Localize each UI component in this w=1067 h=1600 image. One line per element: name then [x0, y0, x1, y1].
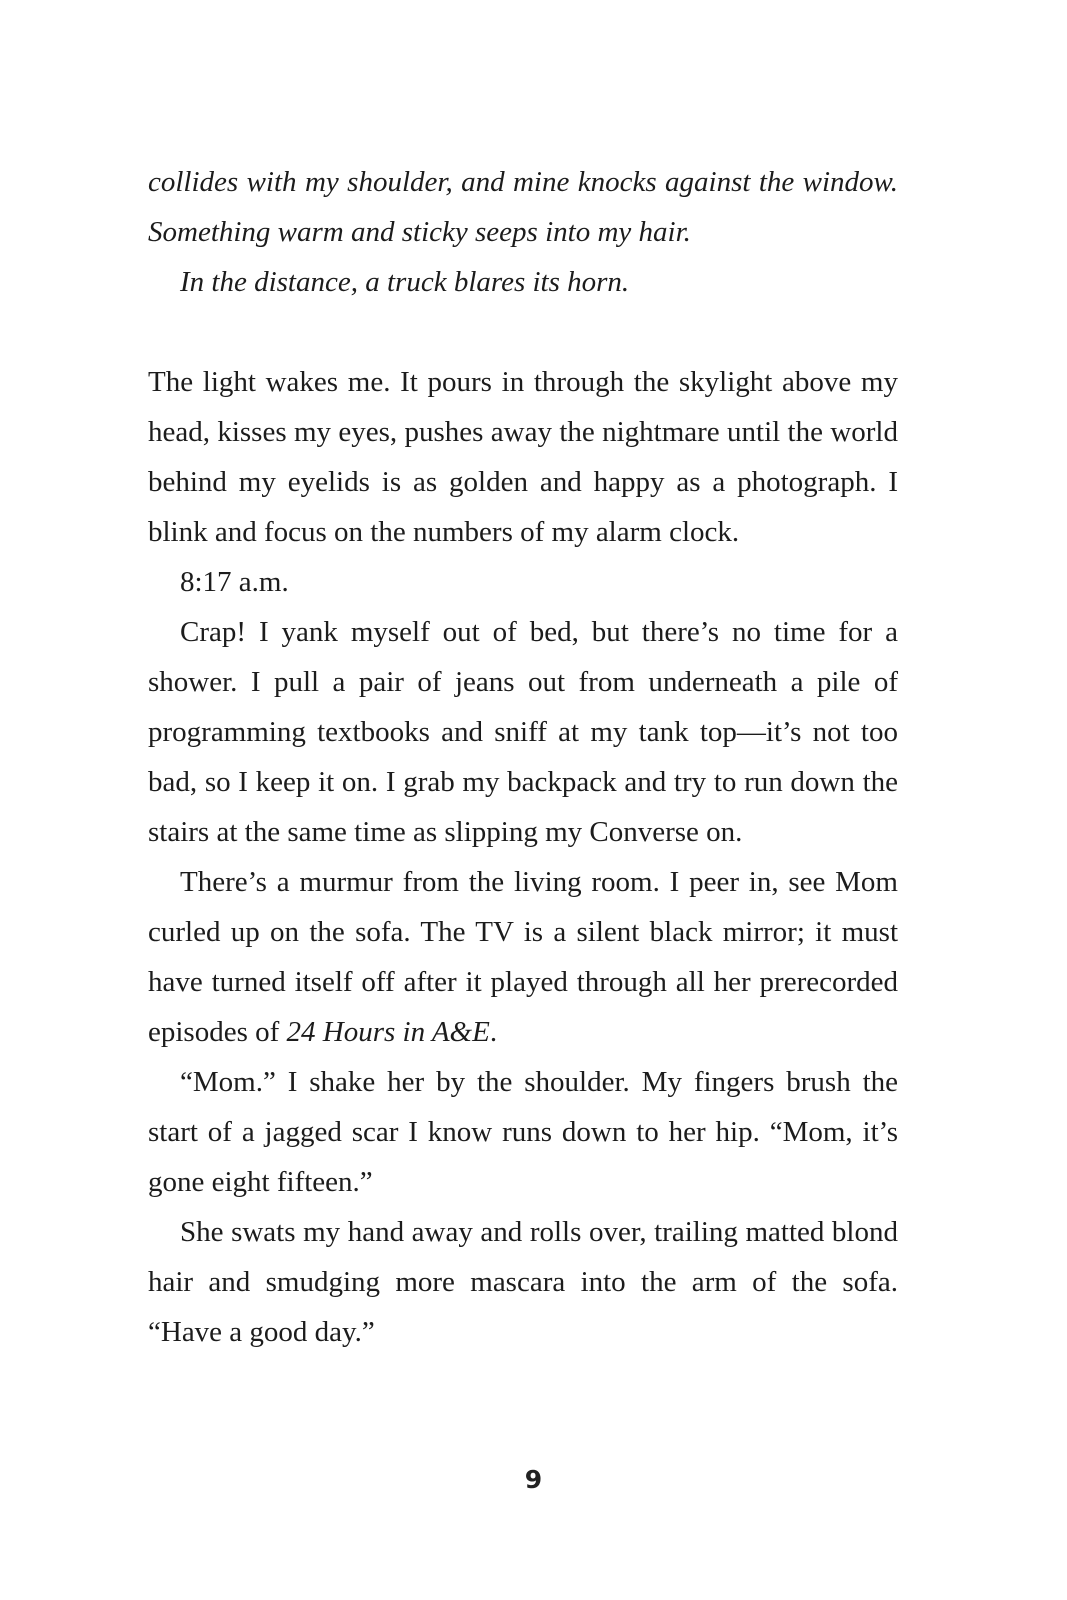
main-passage [148, 357, 898, 1357]
paragraph: She swats my hand away and rolls over, trailing matted blond hair and smudging more mascara into the arm of the sofa. “Have a good day.” [148, 1216, 898, 1348]
tv-show-title: 24 Hours in A&E [286, 1016, 490, 1048]
paragraph: In the distance, a truck blares its horn. [180, 266, 630, 298]
page-number: 9 [524, 1465, 543, 1494]
paragraph-text: . [489, 1016, 498, 1048]
paragraph: “Mom.” I shake her by the shoulder. My fingers brush the start of a jagged scar I know runs down to her hip. “Mom, it’s gone eight fifteen.” [148, 1066, 898, 1198]
paragraph [148, 857, 898, 1057]
paragraph: collides with my shoulder, and mine knocks against the window. Something warm and sticky seeps into my hair. [148, 166, 898, 248]
paragraph: 8:17 a.m. [180, 566, 289, 598]
paragraph: Crap! I yank myself out of bed, but there’s no time for a shower. I pull a pair of jeans out from underneath a pile of programming textbooks and sniff at my tank top—it’s not too bad, so I keep it on. I grab my backpack and try to run down the stairs at the same time as slipping my Converse on. [148, 616, 898, 848]
paragraph: The light wakes me. It pours in through the skylight above my head, kisses my eyes, pushes away the nightmare until the world behind my eyelids is as golden and happy as a photograph. I blink and focus on the numbers of my alarm clock. [148, 366, 898, 548]
dream-passage [148, 157, 898, 307]
paragraph-text: There’s a murmur from the living room. I peer in, see Mom curled up on the sofa. The TV is a silent black mirror; it must have turned itself off after it played through all her prerecorded episodes of [148, 866, 898, 1048]
